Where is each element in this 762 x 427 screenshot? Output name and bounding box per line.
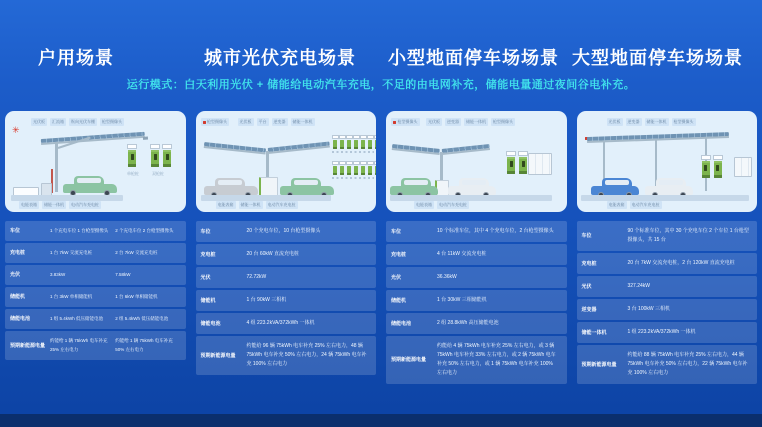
spec-row bbox=[577, 276, 758, 297]
scenario-cards bbox=[5, 111, 757, 384]
spec-row-label: 预期新能源电量 bbox=[391, 357, 427, 363]
spec-row-label: 预期新能源电量 bbox=[581, 361, 617, 368]
spec-row bbox=[386, 336, 567, 384]
diagram-label-chip: 电动汽车充电桩 bbox=[71, 202, 99, 207]
storage-cabinet bbox=[528, 153, 552, 175]
diagram-label-chip: 电能表箱 bbox=[608, 202, 625, 207]
diagram-top-labels bbox=[31, 118, 124, 126]
spec-row bbox=[196, 313, 377, 334]
single-gun-pile-group bbox=[127, 144, 137, 167]
scenario-title-household: 户用场景 bbox=[38, 48, 114, 68]
scenario-card-city-pv bbox=[196, 111, 377, 384]
canopy-pole bbox=[55, 142, 58, 192]
canopy-left-wing bbox=[392, 144, 440, 156]
charging-pile-icon bbox=[374, 135, 377, 149]
diagram-bottom-labels bbox=[19, 201, 101, 209]
canopy-right-wing bbox=[442, 144, 490, 156]
camera-label-chip: 枪型摄像头 bbox=[391, 118, 420, 126]
spec-row-label: 车位 bbox=[10, 228, 21, 235]
charging-pile-pair bbox=[506, 151, 528, 174]
spec-row-label: 预期新能源电量 bbox=[10, 342, 46, 349]
diagram-label-chip: 储能一体机 bbox=[292, 119, 313, 124]
spec-row-label: 储能机 bbox=[10, 294, 26, 301]
diagram-label-chip: 储能一体机 bbox=[466, 119, 486, 124]
charging-pile-icon bbox=[332, 161, 339, 175]
pile-group-label: 单枪桩 bbox=[127, 171, 139, 176]
charging-pile-icon bbox=[150, 144, 160, 167]
charging-pile-groups bbox=[127, 144, 172, 167]
spec-row bbox=[386, 244, 567, 265]
scenario-card-large-parking bbox=[577, 111, 758, 384]
diagram-label-chip: 枪型摄像头 bbox=[102, 119, 122, 124]
spec-row-label: 充电桩 bbox=[200, 251, 216, 258]
diagram-label-chip: 电动汽车充电桩 bbox=[267, 202, 296, 207]
scenario-card-household bbox=[5, 111, 186, 384]
diagram-label-chip: 电动汽车充电桩 bbox=[631, 202, 660, 207]
spec-row bbox=[196, 267, 377, 288]
spec-row-value: 20 台 60kW 直流充电桩 bbox=[246, 251, 300, 257]
pile-grid-row-2 bbox=[332, 161, 374, 179]
spec-row-value: 90 个标准车位，其中 30 个充电车位 2 个车位 1 台枪型摄像头，共 15 台 bbox=[627, 228, 749, 243]
spec-row-value: 4 组 223.2kVA/372kWh 一体机 bbox=[246, 320, 315, 326]
diagram-label-chip: 光伏板 bbox=[428, 119, 440, 124]
charging-pile-icon bbox=[162, 144, 172, 167]
spec-table-large-parking bbox=[577, 221, 758, 384]
camera-label-row bbox=[391, 118, 420, 126]
storage-cabinet bbox=[734, 157, 752, 177]
diagram-label-chip: 逆变器 bbox=[273, 119, 286, 124]
spec-row-value: 约能给 1 辆 75kWh 电车补充 25% 左右电力 bbox=[50, 338, 108, 352]
spec-row-value: 1 个充电车位 1 台枪型摄像头 bbox=[50, 228, 109, 233]
spec-row-value: 327.24kW bbox=[627, 283, 651, 289]
spec-row-label: 车位 bbox=[581, 233, 592, 239]
diagram-label-chip: 光伏板 bbox=[608, 119, 621, 124]
spec-row-value: 2 个充电车位 2 台枪型摄像头 bbox=[115, 228, 174, 233]
pile-group-label: 双枪桩 bbox=[152, 171, 164, 176]
diagram-label-chip: 储能一体机 bbox=[240, 202, 261, 207]
pile-grid-row-1 bbox=[332, 135, 374, 153]
diagram-bottom-labels bbox=[216, 201, 298, 209]
spec-row bbox=[386, 313, 567, 334]
pile-grid-labels bbox=[332, 151, 374, 153]
illustration-city-pv bbox=[196, 111, 377, 212]
camera-dot-icon bbox=[203, 121, 206, 124]
spec-row bbox=[196, 244, 377, 265]
spec-row-value: 7.58kW bbox=[115, 272, 131, 278]
illustration-large-parking bbox=[577, 111, 758, 212]
charging-pile-icon bbox=[360, 135, 367, 149]
spec-row bbox=[196, 290, 377, 311]
diagram-label-chip: 纵向光伏车棚 bbox=[71, 119, 95, 124]
spec-row-label: 光伏 bbox=[391, 274, 402, 281]
spec-row-label: 储能机 bbox=[200, 297, 216, 304]
spec-row-value: 1 组 5.4kWh 低压储能电池 bbox=[50, 316, 104, 322]
diagram-label-chip: 电动汽车充电桩 bbox=[439, 202, 467, 207]
spec-row bbox=[577, 253, 758, 274]
camera-dot-icon bbox=[393, 121, 396, 124]
diagram-label-chip: 电能表箱 bbox=[217, 202, 234, 207]
camera-label-chip: 枪型摄像头 bbox=[201, 118, 230, 126]
solar-canopy-roof bbox=[586, 132, 728, 144]
spec-row bbox=[577, 299, 758, 320]
spec-row bbox=[5, 221, 186, 241]
spec-row-value: 3 台 100kW 三相机 bbox=[627, 306, 671, 312]
charging-pile-icon bbox=[701, 155, 711, 178]
spec-row-label: 充电桩 bbox=[391, 251, 407, 258]
camera-label-row bbox=[201, 118, 230, 126]
charging-pile-icon bbox=[367, 161, 374, 175]
spec-row-value: 3.83kW bbox=[50, 272, 66, 278]
diagram-bottom-labels bbox=[414, 201, 469, 209]
spec-row-label: 储能电池 bbox=[391, 320, 412, 327]
spec-row bbox=[196, 221, 377, 242]
spec-row-value: 1 台 6kW 单相储能机 bbox=[115, 294, 158, 300]
spec-row bbox=[386, 221, 567, 242]
spec-row-label: 充电桩 bbox=[10, 250, 26, 257]
spec-row-value: 1 台 3kW 单相储能机 bbox=[50, 294, 93, 300]
spec-row-value: 1 组 223.2kVA/372kWh 一体机 bbox=[627, 329, 696, 335]
diagram-label-chip: 电能表箱 bbox=[21, 202, 37, 207]
charging-pile-row bbox=[332, 135, 374, 149]
charging-pile-icon bbox=[353, 135, 360, 149]
diagram-top-labels bbox=[426, 118, 515, 126]
operating-mode-subtitle: 运行模式：白天利用光伏 + 储能给电动汽车充电，不足的由电网补充，储能电量通过夜间谷电补充。 bbox=[126, 79, 636, 91]
charging-pile-icon bbox=[518, 151, 528, 174]
spec-row-value: 20 台 7kW 交流充电桩，2 台 120kW 直流充电桩 bbox=[627, 260, 735, 266]
diagram-label-chip: 枪型摄像头 bbox=[493, 119, 513, 124]
spec-row-value: 1 台 30kW 三相储能机 bbox=[437, 297, 487, 303]
spec-row-label: 车位 bbox=[200, 228, 211, 235]
spec-row bbox=[5, 265, 186, 285]
spec-table-household bbox=[5, 221, 186, 360]
scenario-card-small-parking bbox=[386, 111, 567, 384]
illustration-small-parking bbox=[386, 111, 567, 212]
ev-car-green bbox=[63, 176, 117, 195]
diagram-label-chip: 枪型摄像头 bbox=[673, 119, 694, 124]
charging-pile-icon bbox=[374, 161, 377, 175]
spec-row bbox=[386, 267, 567, 288]
charging-pile-row bbox=[332, 161, 374, 175]
diagram-label-chip: 储能一体机 bbox=[44, 202, 64, 207]
spec-table-small-parking bbox=[386, 221, 567, 384]
diagram-label-chip: 电能表箱 bbox=[416, 202, 432, 207]
canopy-left-wing bbox=[203, 142, 265, 155]
diagram-label-chip: 平台 bbox=[258, 119, 267, 124]
scenario-title-city-pv: 城市光伏充电场景 bbox=[204, 48, 356, 68]
charging-pile-icon bbox=[346, 161, 353, 175]
spec-row-label: 光伏 bbox=[10, 272, 21, 279]
charging-pile-icon bbox=[353, 161, 360, 175]
spec-row-value: 1 台 7kW 交流充电桩 bbox=[50, 250, 93, 256]
sun-icon: ✳ bbox=[12, 125, 20, 135]
spec-row-value: 1 台 90kW 三相机 bbox=[246, 297, 287, 303]
charging-pile-pair bbox=[701, 155, 723, 178]
charging-pile-icon bbox=[339, 135, 346, 149]
diagram-label-chip: 汇流箱 bbox=[52, 119, 64, 124]
spec-row-label: 储能一体机 bbox=[581, 329, 607, 336]
scenario-title-small-parking: 小型地面停车场场景 bbox=[388, 48, 559, 68]
spec-row-value: 10 个标准车位，其中 4 个充电车位，2 台枪型摄像头 bbox=[437, 228, 554, 234]
spec-row-value: 2 台 7kW 交流充电桩 bbox=[115, 250, 158, 256]
diagram-label-chip: 光伏板 bbox=[33, 119, 45, 124]
canopy-right-wing bbox=[267, 142, 329, 155]
spec-row bbox=[5, 243, 186, 263]
spec-row-value: 4 台 11kW 交流充电桩 bbox=[437, 251, 487, 257]
spec-row-label: 充电桩 bbox=[581, 260, 597, 267]
spec-row-value: 36.36kW bbox=[437, 274, 457, 280]
spec-row-value: 2 组 5.4kWh 低压储能电池 bbox=[115, 316, 169, 322]
spec-row-label: 车位 bbox=[391, 228, 402, 235]
spec-row-label: 逆变器 bbox=[581, 306, 597, 313]
spec-row bbox=[5, 309, 186, 329]
spec-row-label: 预期新能源电量 bbox=[200, 352, 236, 359]
spec-row-value: 20 个充电车位，10 台枪型摄像头 bbox=[246, 228, 321, 234]
spec-row-value: 约能给 96 辆 75kWh 电车补充 25% 左右电力，48 辆 75kWh 电车补充 50% 左右电力，24 辆 75kWh 电车补充 100% 左右电力 bbox=[246, 343, 367, 367]
charging-pile-icon bbox=[339, 161, 346, 175]
spec-row bbox=[196, 336, 377, 375]
camera-icon bbox=[143, 137, 148, 140]
spec-row bbox=[5, 287, 186, 307]
bottom-strip bbox=[0, 414, 762, 427]
spec-row bbox=[5, 331, 186, 359]
diagram-label-chip: 储能一体机 bbox=[646, 119, 667, 124]
spec-row-label: 光伏 bbox=[200, 274, 211, 281]
diagram-label-chip: 光伏板 bbox=[239, 119, 252, 124]
charging-pile-icon bbox=[346, 135, 353, 149]
spec-row-value: 2 组 28.8kWh 高压储能电池 bbox=[437, 320, 499, 326]
diagram-label-chip: 逆变器 bbox=[627, 119, 640, 124]
scenario-title-large-parking: 大型地面停车场场景 bbox=[572, 48, 743, 68]
double-gun-pile-group bbox=[150, 144, 172, 167]
spec-row bbox=[386, 290, 567, 311]
spec-row-label: 储能机 bbox=[391, 297, 407, 304]
charging-pile-icon bbox=[713, 155, 723, 178]
spec-row bbox=[577, 322, 758, 343]
diagram-top-labels bbox=[607, 118, 696, 126]
diagram-label-chip: 逆变器 bbox=[447, 119, 459, 124]
charging-pile-icon bbox=[127, 144, 137, 167]
diagram-top-labels bbox=[238, 118, 315, 126]
spec-row-label: 光伏 bbox=[581, 283, 592, 290]
spec-row-value: 约能给 88 辆 75kWh 电车补充 25% 左右电力，44 辆 75kWh 电车补充 50% 左右电力，22 辆 75kWh 电车补充 100% 左右电力 bbox=[627, 352, 748, 376]
spec-row bbox=[577, 221, 758, 251]
charging-pile-icon bbox=[332, 135, 339, 149]
spec-row bbox=[577, 345, 758, 384]
spec-row-value: 约能给 1 辆 75kWh 电车补充 50% 左右电力 bbox=[115, 338, 173, 352]
spec-row-value: 约能给 4 辆 75kWh 电车补充 25% 左右电力，或 3 辆 75kWh 电车补充 33% 左右电力，或 2 辆 75kWh 电车补充 50% 左右电力，或 1 辆 75kWh 电车补充 100% 左右电力 bbox=[437, 343, 556, 376]
spec-row-label: 储能电池 bbox=[200, 320, 221, 327]
charging-pile-icon bbox=[360, 161, 367, 175]
diagram-bottom-labels bbox=[607, 201, 662, 209]
spec-row-label: 储能电池 bbox=[10, 316, 31, 323]
pile-grid-labels bbox=[332, 177, 374, 179]
charging-pile-icon bbox=[367, 135, 374, 149]
spec-row-value: 72.72kW bbox=[246, 274, 267, 280]
illustration-household bbox=[5, 111, 186, 212]
spec-table-city-pv bbox=[196, 221, 377, 375]
charging-pile-icon bbox=[506, 151, 516, 174]
